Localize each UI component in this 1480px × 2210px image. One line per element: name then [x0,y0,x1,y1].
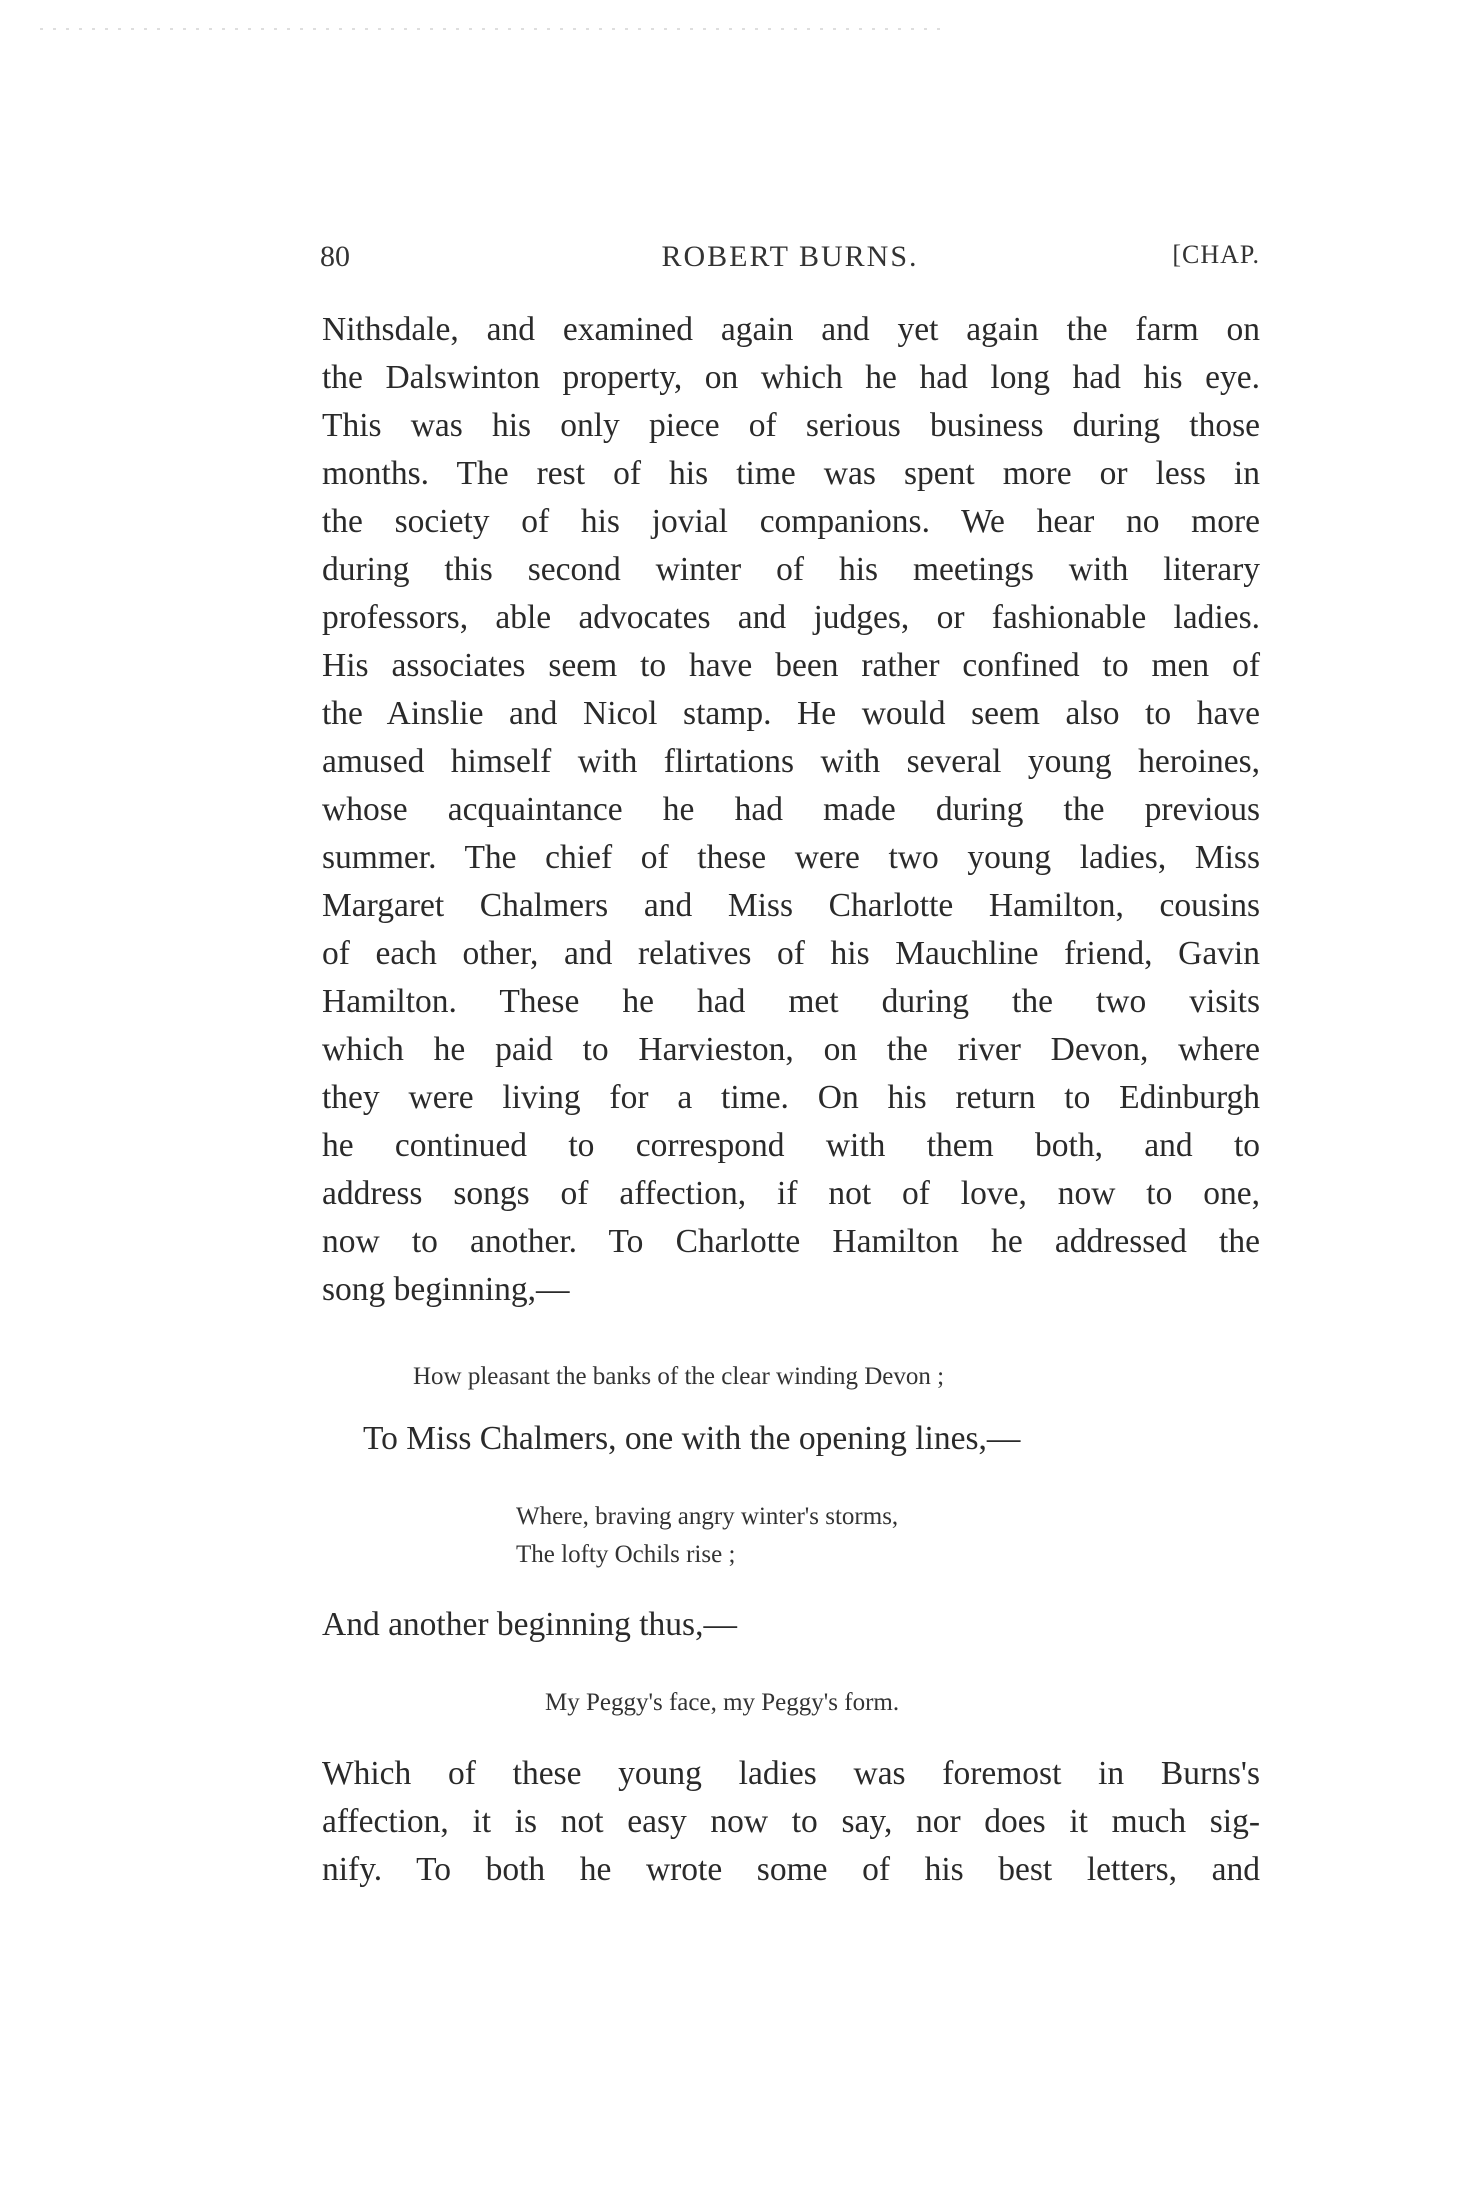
text-line: professors, able advocates and judges, or fashionable ladies. [322,599,1260,636]
text-line: the Ainslie and Nicol stamp. He would seem also to have [322,695,1260,732]
text-line: of each other, and relatives of his Mauchline friend, Gavin [322,935,1260,972]
text-line: months. The rest of his time was spent more or less in [322,455,1260,492]
text-line: His associates seem to have been rather confined to men of [322,647,1260,684]
text-line: Which of these young ladies was foremost in Burns's [322,1755,1260,1792]
scan-specks [40,28,940,30]
text-line: which he paid to Harvieston, on the river Devon, where [322,1031,1260,1068]
text-line: address songs of affection, if not of love, now to one, [322,1175,1260,1212]
paragraph-1 [322,306,1260,1314]
verse-intro-3: And another beginning thus,— [322,1606,737,1643]
verse-line: Where, braving angry winter's storms, [516,1503,899,1530]
text-line: Margaret Chalmers and Miss Charlotte Hamilton, cousins [322,887,1260,924]
text-line: summer. The chief of these were two young ladies, Miss [322,839,1260,876]
text-line: they were living for a time. On his return to Edinburgh [322,1079,1260,1116]
chapter-mark: [CHAP. [1172,240,1260,269]
page-header [320,240,1260,280]
text-line: This was his only piece of serious business during those [322,407,1260,444]
verse-quote-3 [545,1684,899,1722]
verse-quote-1 [413,1358,944,1396]
running-title: ROBERT BURNS. [661,240,919,273]
paragraph-2 [322,1750,1260,1894]
text-line: amused himself with flirtations with several young heroines, [322,743,1260,780]
text-line: nify. To both he wrote some of his best letters, and [322,1851,1260,1888]
text-line: he continued to correspond with them both, and to [322,1127,1260,1164]
text-line: Nithsdale, and examined again and yet again the farm on [322,311,1260,348]
text-line: whose acquaintance he had made during the previous [322,791,1260,828]
verse-line: My Peggy's face, my Peggy's form. [545,1689,900,1716]
text-line: the society of his jovial companions. We hear no more [322,503,1260,540]
text-line: affection, it is not easy now to say, nor does it much sig- [322,1803,1260,1840]
text-line: now to another. To Charlotte Hamilton he addressed the [322,1223,1260,1260]
text-line: during this second winter of his meetings with literary [322,551,1260,588]
verse-line: How pleasant the banks of the clear winding Devon ; [413,1363,945,1390]
page-number: 80 [320,240,350,273]
verse-intro-2: To Miss Chalmers, one with the opening lines,— [363,1420,1021,1457]
verse-line: The lofty Ochils rise ; [516,1541,736,1568]
verse-quote-2 [516,1498,898,1574]
text-line: Hamilton. These he had met during the two visits [322,983,1260,1020]
text-line: the Dalswinton property, on which he had long had his eye. [322,359,1260,396]
text-line: song beginning,— [322,1271,570,1308]
